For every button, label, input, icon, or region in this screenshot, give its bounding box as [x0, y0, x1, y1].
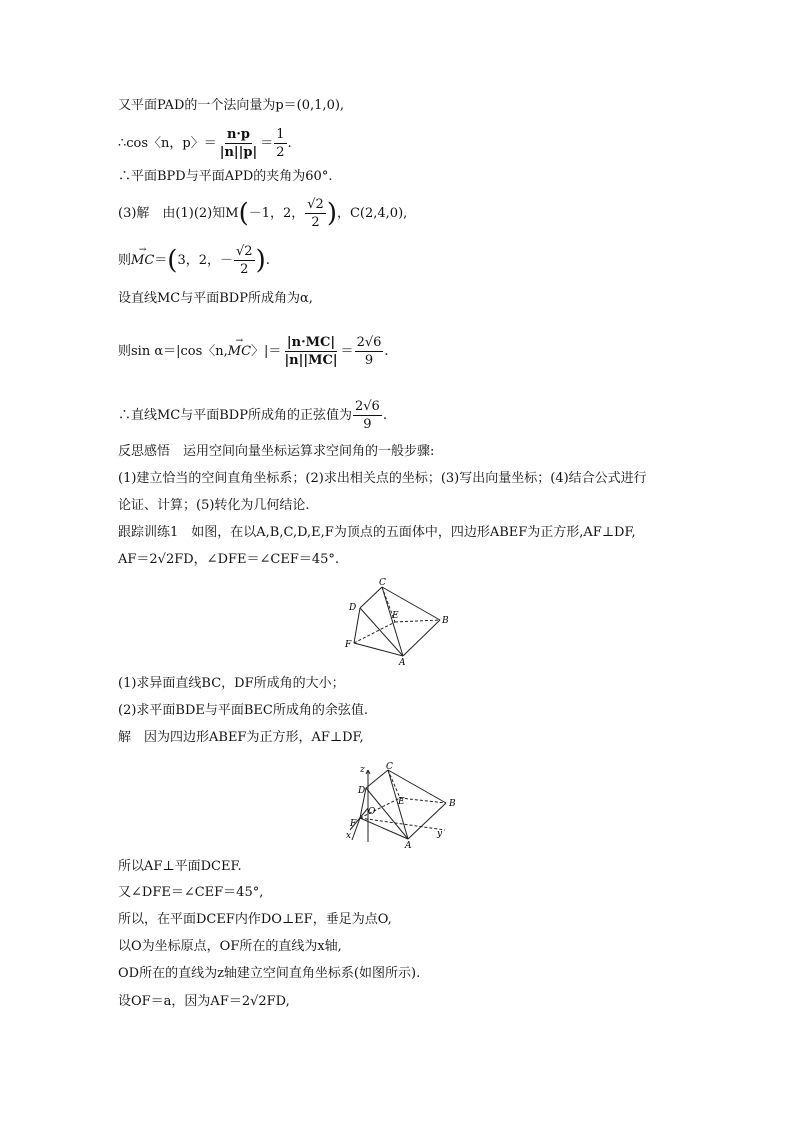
fraction	[234, 243, 255, 278]
denominator: 2	[240, 262, 249, 277]
vector-mc: → MC	[228, 343, 251, 361]
line-17: 所以AF⊥平面DCEF.	[118, 859, 242, 874]
denominator: |n||p|	[219, 145, 258, 160]
period: .	[382, 408, 387, 423]
line-3: ∴平面BPD与平面APD的夹角为60°.	[118, 169, 333, 184]
label-x: x	[346, 831, 352, 841]
numerator: 2√6	[354, 399, 380, 414]
line-22: 设OF＝a，因为AF＝2√2FD,	[118, 994, 290, 1009]
line-5: 则→ MC＝(3，2，－ $\frac{√2}{2}$ ).	[118, 243, 270, 278]
label-y: y	[437, 829, 443, 839]
label-z: z	[360, 765, 365, 775]
line-14: (1)求异面直线BC，DF所成角的大小；	[118, 676, 345, 691]
label-d: D	[358, 786, 366, 796]
coords: －1，2，	[248, 206, 305, 221]
label-a: A	[405, 841, 412, 851]
line-7	[118, 334, 389, 369]
line-6: 设直线MC与平面BDP所成角为α,	[118, 291, 313, 306]
fraction	[274, 126, 286, 161]
label-a: A	[399, 658, 406, 667]
line-12: 跟踪训练1 如图，在以A,B,C,D,E,F为顶点的五面体中，四边形ABEF为正方形,AF⊥DF,	[118, 525, 636, 540]
period: .	[287, 136, 292, 151]
period: .	[384, 344, 389, 359]
conclusion: ∴直线MC与平面BDP所成角的正弦值为	[118, 408, 352, 423]
line-4: (3)解 由(1)(2)知M(－1，2， $\frac{√2}{2}$ )，C(2,4,0),	[118, 197, 408, 230]
line-20: 以O为坐标原点，OF所在的直线为x轴,	[118, 939, 342, 954]
period: .	[265, 253, 270, 268]
line-11: 论证、计算；(5)转化为几何结论.	[118, 498, 310, 513]
denominator: 2	[311, 215, 320, 230]
numerator: 2√6	[356, 335, 382, 350]
line-8	[118, 398, 387, 433]
line-2	[118, 126, 292, 161]
fraction	[218, 126, 259, 161]
line-18: 又∠DFE＝∠CEF＝45°,	[118, 885, 264, 900]
fraction	[355, 334, 384, 369]
coords-c: ，C(2,4,0),	[336, 206, 408, 221]
line-15: (2)求平面BDE与平面BEC所成角的余弦值.	[118, 703, 369, 718]
line-9: 反思感悟 运用空间向量坐标运算求空间角的一般步骤:	[118, 444, 435, 459]
denominator: 9	[363, 417, 372, 432]
label-b: B	[449, 799, 456, 809]
coords: 3，2，－	[177, 253, 233, 268]
sin-label: 则sin α＝|cos〈n,	[118, 344, 228, 359]
solution-label: (3)解 由(1)(2)知M	[118, 206, 239, 221]
fraction	[282, 334, 339, 369]
then-label: 则	[118, 253, 132, 268]
figure-coordinate-system	[340, 760, 460, 852]
line-1: 又平面PAD的一个法向量为p＝(0,1,0),	[118, 98, 345, 113]
line-19: 所以，在平面DCEF内作DO⊥EF，垂足为点O,	[118, 912, 392, 927]
line-13: AF＝2√2FD，∠DFE＝∠CEF＝45°.	[118, 552, 340, 567]
equals: ＝	[154, 253, 168, 268]
label-e: E	[398, 797, 405, 807]
denominator: 2	[276, 145, 285, 160]
label-d: D	[349, 603, 357, 613]
label-c: C	[379, 578, 386, 588]
label-f: F	[345, 640, 352, 650]
denominator: 9	[364, 353, 374, 368]
label-c: C	[386, 762, 393, 772]
denominator: |n||MC|	[284, 353, 338, 368]
numerator: |n·MC|	[286, 335, 336, 350]
numerator: √2	[236, 244, 253, 259]
label-e: E	[392, 611, 399, 621]
fraction	[353, 398, 382, 433]
fraction	[305, 196, 326, 231]
line-16: 解 因为四边形ABEF为正方形，AF⊥DF,	[118, 730, 364, 745]
cos-label: ∴cos〈n，p〉＝	[118, 136, 217, 151]
equals: ＝	[340, 344, 354, 359]
equals: ＝	[260, 136, 274, 151]
label-f: F	[350, 819, 357, 829]
abs-close: 〉|＝	[251, 344, 282, 359]
numerator: n·p	[226, 127, 251, 142]
label-b: B	[442, 616, 449, 626]
figure-pentahedron	[335, 575, 460, 667]
label-o: O	[368, 807, 376, 817]
numerator: √2	[307, 197, 324, 212]
line-10: (1)建立恰当的空间直角坐标系；(2)求出相关点的坐标；(3)写出向量坐标；(4)结合公式进行	[118, 471, 647, 486]
line-21: OD所在的直线为z轴建立空间直角坐标系(如图所示).	[118, 966, 421, 981]
vector-mc: → MC	[131, 252, 154, 270]
numerator: 1	[276, 127, 285, 142]
